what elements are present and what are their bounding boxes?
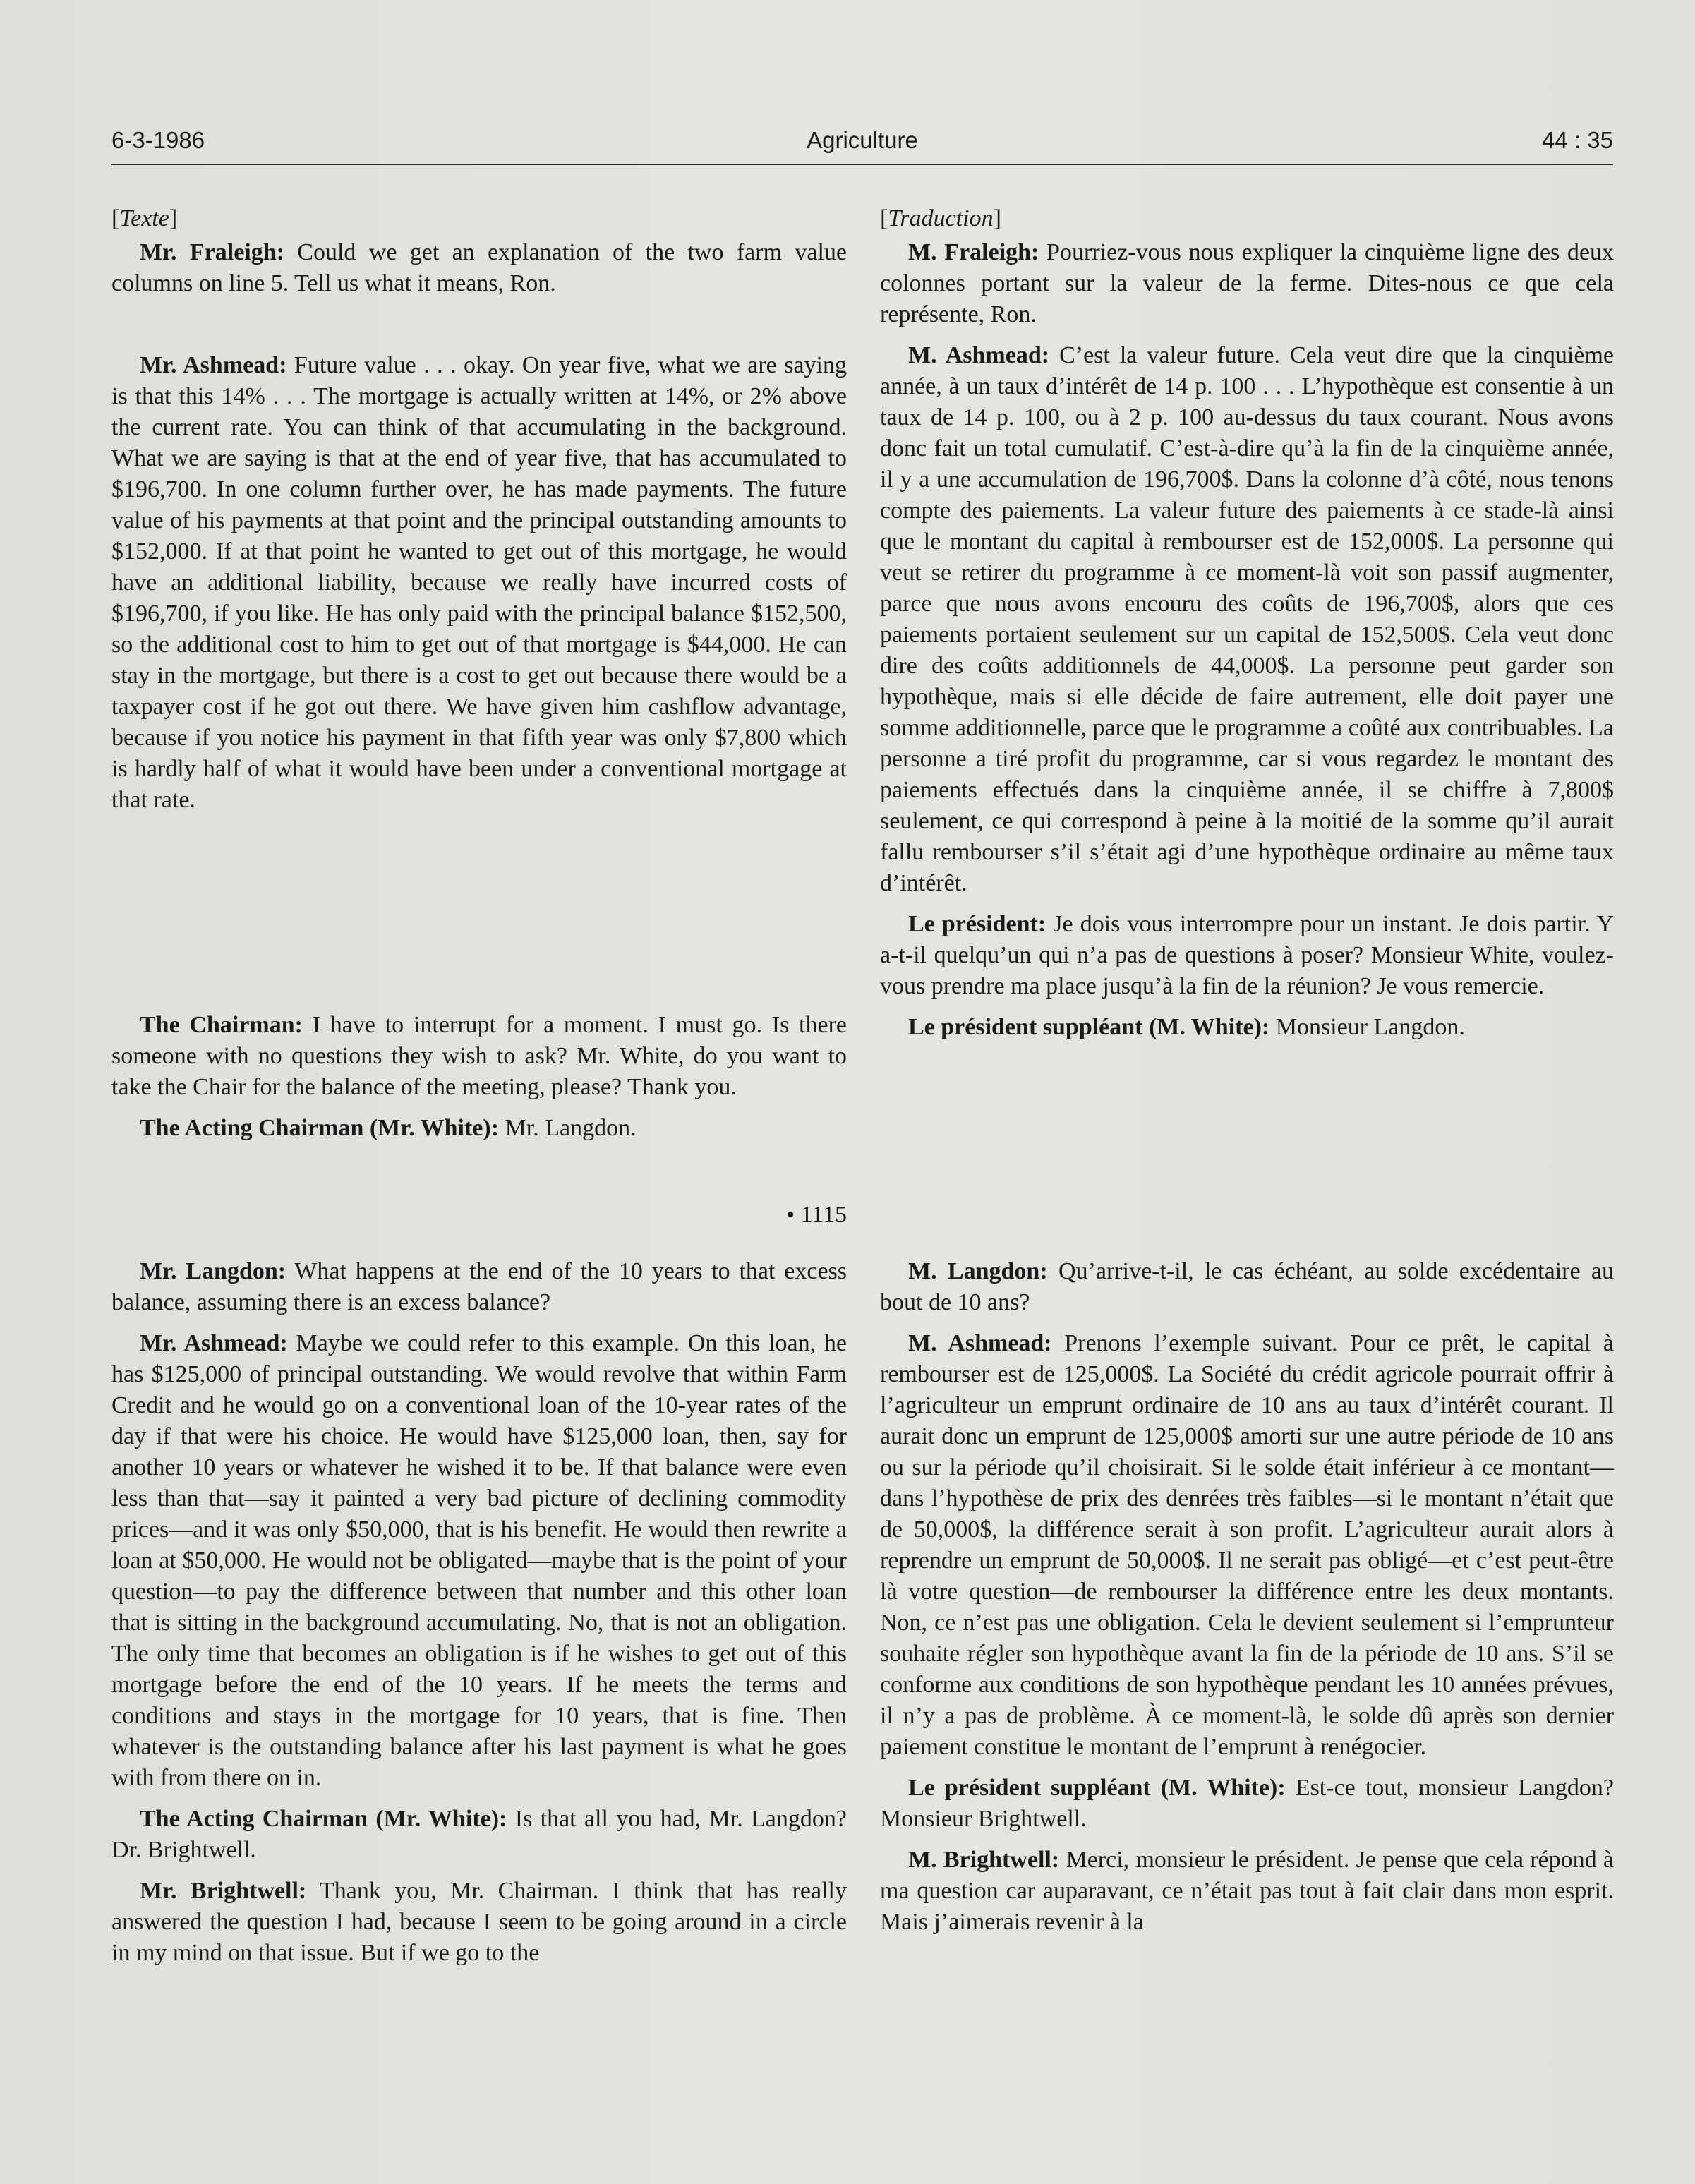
fr-paragraph-president-suppleant-2 [880,1773,1614,1835]
fr-paragraph-langdon [880,1256,1614,1318]
fr-text-fraleigh: Pourriez-vous nous expliquer la cinquième ligne des deux colonnes portant sur la valeur de la ferme. Dites-nous ce que cela représente, Ron. [880,239,1614,327]
en-speaker-langdon: Mr. Langdon: [140,1258,286,1284]
en-text-ashmead-2: Maybe we could refer to this example. On this loan, he has $125,000 of principal outstanding. We would revolve that within Farm Credit and he would go on a conventional loan of the 10-year rates of the day if that were his choice. He would have $125,000 loan, then, say for another 10 years or whatever he wished it to be. If that balance were even less than that—say it painted a very bad picture of declining commodity prices—and it was only $50,000, that is his benefit. He would then rewrite a loan at $50,000. He would not be obligated—maybe that is the point of your question—to pay the difference between that number and this other loan that is sitting in the background accumulating. No, that is not an obligation. The only time that becomes an obligation is if he wishes to get out of this mortgage before the end of the 10 years. If he meets the terms and conditions and stays in the mortgage for 10 years, that is fine. Then whatever is the outstanding balance after his last payment is what he goes with from there on in. [111,1330,847,1791]
en-text-acting-chairman-2: Is that all you had, Mr. Langdon? Dr. Brightwell. [111,1806,847,1863]
en-block-2 [111,350,847,826]
time-marker: • 1115 [786,1202,847,1228]
fr-speaker-president: Le président: [908,911,1046,937]
en-text-fraleigh: Could we get an explanation of the two farm value columns on line 5. Tell us what it means, Ron. [111,239,847,296]
fr-tag-label: Traduction [888,205,994,231]
en-speaker-acting-chairman-1: The Acting Chairman (Mr. White): [140,1115,500,1141]
en-speaker-ashmead-1: Mr. Ashmead: [140,352,287,378]
en-text-ashmead-1: Future value . . . okay. On year five, what we are saying is that this 14% . . . The mortgage is actually written at 14%, or 2% above the current rate. You can think of that accumulating in the background. What we are saying is that at the end of year five, that has accumulated to $196,700. In one column further over, he has made payments. The future value of his payments at that point and the principal outstanding amounts to $152,000. If at that point he wanted to get out of this mortgage, he would have an additional liability, because we really have incurred costs of $196,700, if you like. He has only paid with the principal balance $152,500, so the additional cost to him to get out of that mortgage is $44,000. He can stay in the mortgage, but there is a cost to get out because there would be a taxpayer cost if he got out there. We have given him cashflow advantage, because if you notice his payment in that fifth year was only $7,800 which is hardly half of what it would have been under a conventional mortgage at that rate. [111,352,847,813]
en-paragraph-brightwell [111,1876,847,1969]
fr-speaker-fraleigh: M. Fraleigh: [908,239,1039,265]
fr-tag-open: [ [880,205,888,231]
fr-paragraph-president-suppleant-1 [880,1012,1614,1043]
fr-speaker-president-suppleant-1: Le président suppléant (M. White): [908,1014,1270,1040]
fr-paragraph-ashmead-2 [880,1328,1614,1763]
header-page-number: 44 : 35 [1542,127,1613,153]
fr-speaker-ashmead-2: M. Ashmead: [908,1330,1052,1356]
fr-speaker-langdon: M. Langdon: [908,1258,1048,1284]
fr-text-ashmead-2: Prenons l’exemple suivant. Pour ce prêt, le capital à rembourser est de 125,000$. La Société du crédit agricole pourrait offrir à l’agriculteur un emprunt ordinaire de 10 ans au taux d’intérêt courant. Il aurait donc un emprunt de 125,000$ amorti sur une autre période de 10 ans ou sur la période qu’il choisirait. Si le solde était inférieur à ce montant—dans l’hypothèse de prix des denrées très faibles—si le montant n’était que de 50,000$, la différence serait à son profit. L’agriculteur aurait alors à reprendre un emprunt de 50,000$. Il ne serait pas obligé—et c’est peut-être là votre question—de rembourser la différence entre les deux montants. Non, ce n’est pas une obligation. Cela le devient seulement si l’emprunteur souhaite régler son hypothèque avant la fin de la période de 10 ans. S’il se conforme aux conditions de son hypothèque pendant les 10 années prévues, il n’y a pas de problème. À ce moment-là, le solde dû après son dernier paiement constitue le montant de l’emprunt à renégocier. [880,1330,1615,1760]
fr-text-president-suppleant-2: Est-ce tout, monsieur Langdon? Monsieur Brightwell. [880,1775,1614,1832]
en-paragraph-chairman [111,1010,847,1103]
en-speaker-chairman: The Chairman: [140,1012,303,1038]
header-title: Agriculture [807,127,918,153]
en-tag-open: [ [111,205,120,231]
en-speaker-brightwell: Mr. Brightwell: [140,1878,307,1904]
en-speaker-fraleigh: Mr. Fraleigh: [140,239,284,265]
en-speaker-ashmead-2: Mr. Ashmead: [140,1330,288,1356]
fr-speaker-president-suppleant-2: Le président suppléant (M. White): [908,1775,1286,1801]
fr-paragraph-brightwell [880,1845,1614,1938]
en-block-1 [111,203,847,309]
fr-section-tag [880,203,1614,234]
en-paragraph-langdon [111,1256,847,1318]
fr-block-1 [880,203,1614,1053]
fr-block-2 [880,1256,1614,1948]
en-text-chairman: I have to interrupt for a moment. I must go. Is there someone with no questions they wish to ask? Mr. White, do you want to take the Chair for the balance of the meeting, please? Thank you. [111,1012,847,1100]
en-speaker-acting-chairman-2: The Acting Chairman (Mr. White): [140,1806,507,1832]
running-header [111,127,1613,165]
fr-tag-close: ] [993,205,1001,231]
fr-text-president-suppleant-1: Monsieur Langdon. [1269,1014,1465,1040]
fr-speaker-brightwell: M. Brightwell: [908,1847,1060,1873]
en-paragraph-acting-chairman-2 [111,1804,847,1866]
en-paragraph-ashmead-1 [111,350,847,816]
en-text-brightwell: Thank you, Mr. Chairman. I think that has really answered the question I had, because I seem to be going around in a circle in my mind on that issue. But if we go to the [111,1878,847,1966]
en-paragraph-ashmead-2 [111,1328,847,1794]
fr-paragraph-president [880,909,1614,1002]
fr-speaker-ashmead-1: M. Ashmead: [908,342,1050,368]
en-block-3 [111,1010,847,1154]
fr-paragraph-ashmead-1 [880,340,1614,899]
en-tag-label: Texte [119,205,169,231]
en-text-langdon: What happens at the end of the 10 years to that excess balance, assuming there is an excess balance? [111,1258,847,1315]
en-tag-close: ] [169,205,178,231]
header-date: 6-3-1986 [111,127,205,153]
en-block-4 [111,1256,847,1979]
fr-text-president: Je dois vous interrompre pour un instant. Je dois partir. Y a-t-il quelqu’un qui n’a pas de questions à poser? Monsieur White, voulez-vous prendre ma place jusqu’à la fin de la réunion? Je vous remercie. [880,911,1614,999]
en-paragraph-acting-chairman-1 [111,1113,847,1144]
fr-text-ashmead-1: C’est la valeur future. Cela veut dire que la cinquième année, à un taux d’intérêt de 14 p. 100 . . . L’hypothèque est consentie à un taux de 14 p. 100, ou à 2 p. 100 au-dessus du taux courant. Nous avons donc fait un total cumulatif. C’est-à-dire qu’à la fin de la cinquième année, il y a une accumulation de 196,700$. Dans la colonne d’à côté, nous tenons compte des paiements. La valeur future des paiements à ce stade-là ainsi que le montant du capital à rembourser est de 152,000$. La personne qui veut se retirer du programme à ce moment-là voit son passif augmenter, parce que nous avons encouru des coûts de 196,700$, alors que ces paiements portaient seulement sur un capital de 152,500$. Cela veut donc dire des coûts additionnels de 44,000$. La personne peut garder son hypothèque, mais si elle décide de faire autrement, elle doit payer une somme additionnelle, parce que le programme a coûté aux contribuables. La personne a tiré profit du programme, car si vous regardez le montant des paiements effectués dans la cinquième année, il se chiffre à 7,800$ seulement, ce qui correspond à peine à la moitié de la somme qu’il aurait fallu rembourser s’il s’était agi d’une hypothèque ordinaire au même taux d’intérêt. [880,342,1614,896]
en-paragraph-fraleigh [111,237,847,299]
fr-paragraph-fraleigh [880,237,1614,330]
fr-text-brightwell: Merci, monsieur le président. Je pense que cela répond à ma question car auparavant, ce n’était pas tout à fait clair dans mon esprit. Mais j’aimerais revenir à la [880,1847,1614,1935]
en-section-tag [111,203,847,234]
fr-text-langdon: Qu’arrive-t-il, le cas échéant, au solde excédentaire au bout de 10 ans? [880,1258,1614,1315]
en-text-acting-chairman-1: Mr. Langdon. [499,1115,637,1141]
